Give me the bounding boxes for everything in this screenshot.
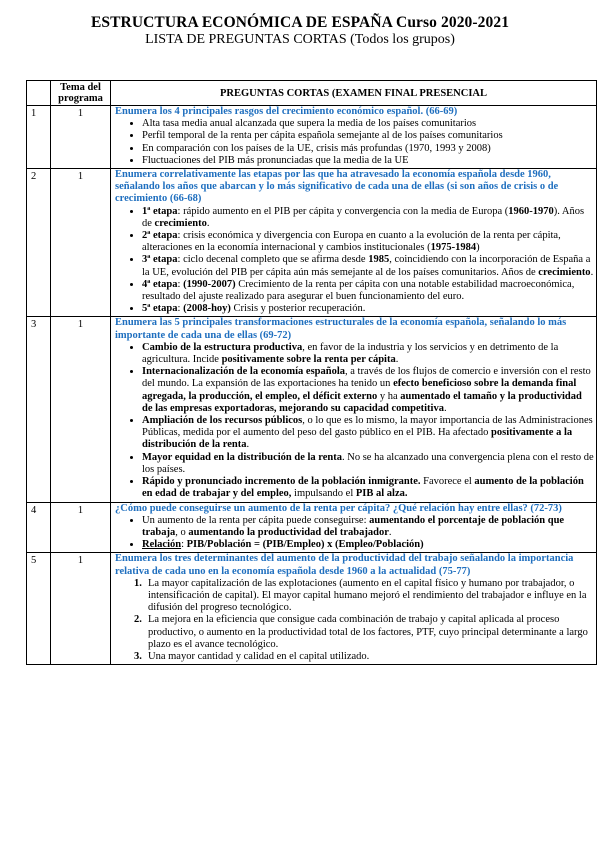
list-item: • 1ª etapa: rápido aumento en el PIB per cápita y convergencia con la media de Europa (1960-1970). Años de crecimiento. [142, 206, 594, 230]
row-tema: 1 [51, 317, 111, 502]
questions-table [26, 80, 597, 665]
row-number: 5 [27, 553, 51, 665]
list-item: 1. La mayor capitalización de las explotaciones (aumento en el capital físico y humano por trabajador, o intensificación de capital). El mayor capital humano mejoró el rendimiento del trabajador e influye en la difusión del progreso tecnológico. [134, 577, 587, 614]
header-preguntas-cell: PREGUNTAS CORTAS (EXAMEN FINAL PRESENCIAL [111, 81, 597, 106]
list-item: • Cambio de la estructura productiva, en favor de la industria y los servicios y en detrimento de la agricultura. Incide positivamente sobre la renta per cápita. [142, 342, 594, 366]
list-item: • Ampliación de los recursos públicos, o lo que es lo mismo, la mayor importancia de las Administraciones Públicas, medida por el aumento del peso del gasto público en el PIB. Ha afectado positivamente a la distribución de la renta. [142, 415, 594, 452]
table-row [27, 106, 597, 169]
list-item: • Fluctuaciones del PIB más pronunciadas que la media de la UE [142, 155, 594, 167]
list-item: • Internacionalización de la economía española, a través de los flujos de comercio e inversión con el resto del mundo. La expansión de las exportaciones ha tenido un efecto beneficioso sobre la demanda final agregada, la producción, el empleo, el déficit externo y ha aumentado el tamaño y la productividad de las empresas exportadoras, mejorando su capacidad competitiva. [142, 366, 594, 415]
list-item: 3. Una mayor cantidad y calidad en el capital utilizado. [134, 650, 370, 662]
table-row [27, 317, 597, 502]
list-item: • En comparación con los países de la UE, crisis más profundas (1970, 1993 y 2008) [142, 143, 594, 155]
list-item: • Un aumento de la renta per cápita puede conseguirse: aumentando el porcentaje de población que trabaja, o aumentando la productividad del trabajador. [142, 515, 594, 539]
list-item: 2. La mejora en la eficiencia que consigue cada combinación de trabajo y capital aplicada al proceso productivo, o aumento en la productividad total de los factores, PTF, cuyo principal determinante a largo plazo es el avance tecnológico. [134, 614, 588, 650]
row-number: 4 [27, 502, 51, 553]
table-header-row [27, 81, 597, 106]
answer-list [115, 206, 594, 316]
row-number: 1 [27, 106, 51, 169]
list-item: • Rápido y pronunciado incremento de la población inmigrante. Favorece el aumento de la población en edad de trabajar y del empleo, impulsando el PIB al alza. [142, 476, 594, 500]
header-num-cell [27, 81, 51, 106]
table-row [27, 169, 597, 317]
table-row [27, 502, 597, 553]
header-tema-cell: Tema del programa [51, 81, 111, 106]
answer-list [115, 515, 594, 552]
row-tema: 1 [51, 169, 111, 317]
row-number: 2 [27, 169, 51, 317]
answer-numbered-list [115, 578, 594, 663]
table-row [27, 553, 597, 665]
list-item: • 2ª etapa: crisis económica y divergencia con Europa en cuanto a la evolución de la renta per cápita, alteraciones en la economía internacional y cambios institucionales (1975-1984) [142, 230, 594, 254]
row-tema: 1 [51, 502, 111, 553]
question-text: Enumera los 4 principales rasgos del crecimiento económico español. (66-69) [115, 106, 458, 117]
row-tema: 1 [51, 106, 111, 169]
question-cell [111, 106, 597, 169]
question-text: ¿Cómo puede conseguirse un aumento de la renta per cápita? ¿Qué relación hay entre ellas? (72-73) [115, 502, 562, 514]
row-tema: 1 [51, 553, 111, 665]
list-item: • Mayor equidad en la distribución de la renta. No se ha alcanzado una convergencia plena con el resto de los países. [142, 452, 594, 476]
question-text: Enumera los tres determinantes del aumento de la productividad del trabajo señalando la importancia relativa de cada uno en la economía española desde 1960 a la actualidad (75-77) [115, 553, 574, 577]
question-cell [111, 553, 597, 665]
row-number: 3 [27, 317, 51, 502]
document-title: ESTRUCTURA ECONÓMICA DE ESPAÑA Curso 2020-2021 [90, 14, 510, 31]
question-cell [111, 169, 597, 317]
answer-list [115, 342, 594, 501]
list-item: • 3ª etapa: ciclo decenal completo que se afirma desde 1985, coincidiendo con la incorporación de España a la UE, evolución del PIB per cápita aún más semejante al de los países comunitarios. Años de crecimiento. [142, 254, 594, 278]
question-cell [111, 502, 597, 553]
question-cell [111, 317, 597, 502]
answer-list [115, 118, 594, 167]
list-item: • Perfil temporal de la renta per cápita española semejante al de los países comunitarios [142, 130, 594, 142]
list-item: • 4ª etapa: (1990-2007) Crecimiento de la renta per cápita con una notable estabilidad macroeconómica, resultado del ajuste realizado para asegurar el buen funcionamiento del euro. [142, 279, 594, 303]
question-text: Enumera las 5 principales transformaciones estructurales de la economía española, señalando lo más importante de cada una de ellas (69-72) [115, 317, 567, 341]
question-text: Enumera correlativamente las etapas por las que ha atravesado la economía española desde 1960, señalando los años que abarcan y lo más significativo de cada una de ellas (si son años de crisis o de crecimiento (66-68) [115, 169, 559, 205]
document-subtitle: LISTA DE PREGUNTAS CORTAS (Todos los grupos) [145, 32, 455, 47]
list-item: • 5ª etapa: (2008-hoy) Crisis y posterior recuperación. [142, 303, 594, 315]
list-item: • Alta tasa media anual alcanzada que supera la media de los países comunitarios [142, 118, 594, 130]
document-page [0, 14, 600, 862]
list-item: • Relación: PIB/Población = (PIB/Empleo) x (Empleo/Población) [142, 539, 594, 551]
